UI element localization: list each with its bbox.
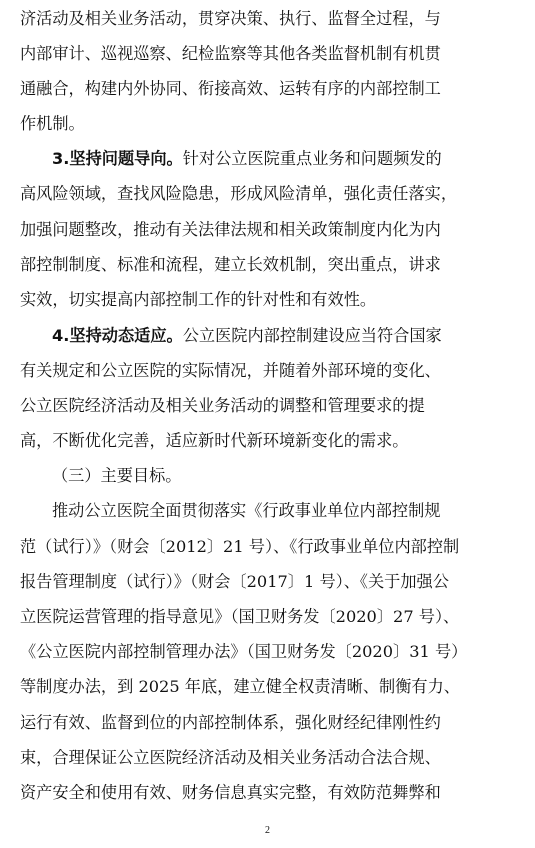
body-text-line: 通融合，构建内外协同、衔接高效、运转有序的内部控制工 [20, 79, 441, 98]
body-text-line: 推动公立医院全面贯彻落实《行政事业单位内部控制规 [52, 501, 441, 520]
body-text-line: 公立医院经济活动及相关业务活动的调整和管理要求的提 [20, 396, 425, 415]
section-heading: 3.坚持问题导向。 [52, 149, 183, 168]
page-number: 2 [265, 825, 270, 836]
body-text-line: 济活动及相关业务活动，贯穿决策、执行、监督全过程，与 [20, 9, 441, 28]
subsection-title: （三）主要目标。 [52, 466, 182, 485]
body-text-line: 加强问题整改，推动有关法律法规和相关政策制度内化为内 [20, 220, 441, 239]
body-text-line: 运行有效、监督到位的内部控制体系，强化财经纪律刚性约 [20, 713, 441, 732]
section-heading-line [52, 318, 518, 354]
body-text-line: 报告管理制度（试行）》（财会〔2017〕1 号）、《关于加强公 [20, 572, 449, 591]
body-text-line: 部控制制度、标准和流程，建立长效机制，突出重点，讲求 [20, 255, 441, 274]
body-text-line: 束，合理保证公立医院经济活动及相关业务活动合法合规、 [20, 748, 441, 767]
body-text-line: 《公立医院内部控制管理办法》（国卫财务发〔2020〕31 号） [20, 642, 468, 661]
section-heading-line [52, 141, 518, 177]
body-text-line: 等制度办法，到 2025 年底，建立健全权责清晰、制衡有力、 [20, 677, 460, 696]
body-text-line: 立医院运营管理的指导意见》（国卫财务发〔2020〕27 号）、 [20, 607, 460, 626]
section-heading: 4.坚持动态适应。 [52, 326, 183, 345]
section-text: 公立医院内部控制建设应当符合国家 [182, 326, 442, 345]
section-text: 针对公立医院重点业务和问题频发的 [182, 149, 442, 168]
body-text-line: 作机制。 [20, 114, 85, 133]
body-text-line: 有关规定和公立医院的实际情况，并随着外部环境的变化、 [20, 361, 441, 380]
body-text-line: 实效，切实提高内部控制工作的针对性和有效性。 [20, 290, 377, 309]
body-text-line: 高风险领域，查找风险隐患，形成风险清单，强化责任落实， [20, 184, 458, 203]
body-text-line: 资产安全和使用有效、财务信息真实完整，有效防范舞弊和 [20, 783, 441, 802]
body-text-line: 高，不断优化完善，适应新时代新环境新变化的需求。 [20, 431, 409, 450]
body-text-line: 范（试行）》（财会〔2012〕21 号）、《行政事业单位内部控制 [20, 537, 460, 556]
body-text-line: 内部审计、巡视巡察、纪检监察等其他各类监督机制有机贯 [20, 44, 441, 63]
